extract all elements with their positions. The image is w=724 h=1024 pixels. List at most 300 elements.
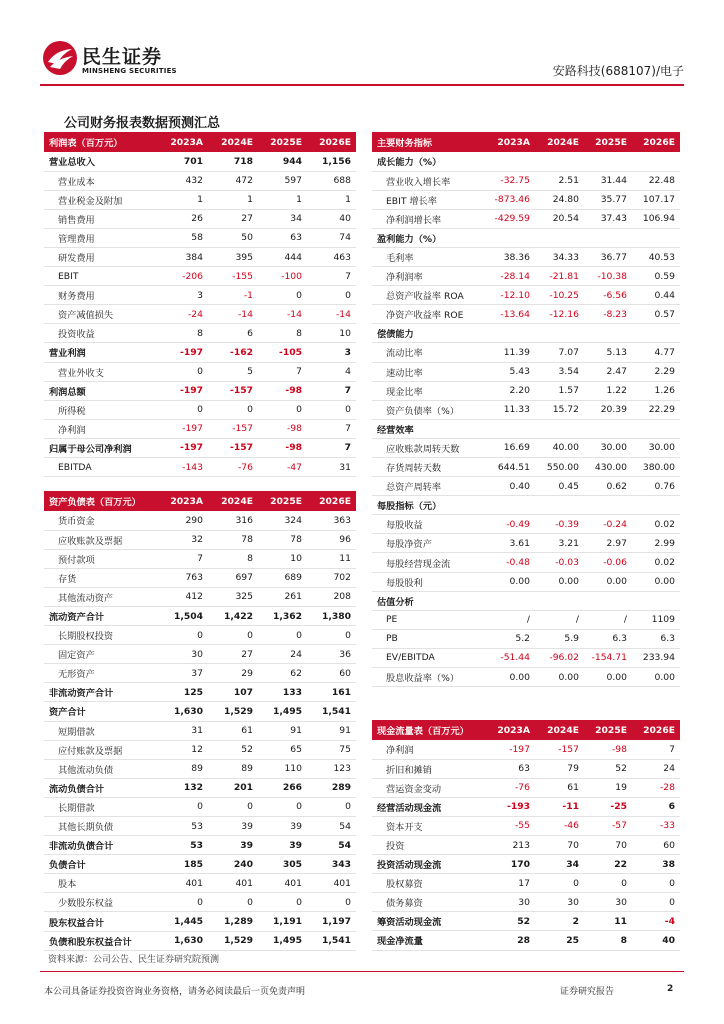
table-cell: 58: [158, 228, 208, 247]
table-cell: /: [484, 610, 535, 629]
row-label: 固定资产: [44, 645, 158, 664]
table-cell: 2.97: [584, 534, 632, 553]
table-cell: 0: [258, 400, 307, 419]
table-cell: 1,422: [208, 606, 258, 625]
table-cell: 401: [208, 874, 258, 893]
table-row: [44, 247, 356, 266]
table-cell: -155: [208, 267, 258, 286]
table-cell: -197: [158, 343, 208, 362]
year-header: 2024E: [208, 132, 258, 152]
table-cell: 3.61: [484, 534, 535, 553]
year-header: 2024E: [208, 491, 258, 511]
table-cell: 32: [158, 530, 208, 549]
table-cell: -197: [158, 438, 208, 457]
table-cell: 28: [484, 931, 535, 950]
table-cell: 19: [584, 778, 632, 797]
table-row: [44, 190, 356, 209]
row-label: 投资收益: [44, 324, 158, 343]
row-label: 每股指标（元）: [372, 496, 484, 515]
row-label: 其他流动资产: [44, 587, 158, 606]
table-cell: 12: [158, 740, 208, 759]
table-cell: 0: [208, 797, 258, 816]
table-cell: 6: [208, 324, 258, 343]
table-cell: 0: [584, 874, 632, 893]
table-cell: 11.33: [484, 400, 535, 419]
table-cell: 34: [258, 209, 307, 228]
table-cell: 343: [307, 855, 356, 874]
table-cell: 550.00: [535, 458, 584, 477]
table-cell: -98: [258, 438, 307, 457]
row-label: 财务费用: [44, 286, 158, 305]
table-cell: 5: [208, 362, 258, 381]
row-label: 非流动负债合计: [44, 836, 158, 855]
section-title: 公司财务报表数据预测汇总: [64, 116, 221, 131]
table-cell: -28: [632, 778, 680, 797]
table-cell: -162: [208, 343, 258, 362]
table-cell: 63: [258, 228, 307, 247]
balance-sheet-table: [44, 491, 356, 951]
row-label: 货币资金: [44, 511, 158, 530]
table-cell: 0.00: [484, 572, 535, 591]
table-cell: 161: [307, 683, 356, 702]
table-cell: 38.36: [484, 247, 535, 266]
table-cell: -10.25: [535, 286, 584, 305]
row-label: 经营活动现金流: [372, 797, 484, 816]
row-label: 营业税金及附加: [44, 190, 158, 209]
table-cell: 0.57: [632, 305, 680, 324]
table-row: [372, 228, 680, 247]
row-label: 负债和股东权益合计: [44, 931, 158, 950]
table-cell: 30: [584, 893, 632, 912]
row-label: PB: [372, 629, 484, 648]
year-header: 2026E: [307, 132, 356, 152]
table-row: [372, 648, 680, 667]
table-cell: -14: [307, 305, 356, 324]
table-cell: 233.94: [632, 648, 680, 667]
table-cell: 697: [208, 568, 258, 587]
table-cell: -0.48: [484, 553, 535, 572]
row-label: EV/EBITDA: [372, 648, 484, 667]
table-cell: 0: [307, 626, 356, 645]
table-cell: -98: [584, 740, 632, 759]
table-cell: 1,529: [208, 702, 258, 721]
row-label: 流动负债合计: [44, 778, 158, 797]
row-label: 净利润: [372, 740, 484, 759]
table-row: [372, 209, 680, 228]
table-cell: [584, 152, 632, 171]
table-cell: 644.51: [484, 458, 535, 477]
table-cell: 39: [208, 817, 258, 836]
table-cell: 2.51: [535, 171, 584, 190]
table-cell: -429.59: [484, 209, 535, 228]
table-cell: 0.00: [584, 668, 632, 687]
table-cell: 37: [158, 664, 208, 683]
table-row: [372, 343, 680, 362]
table-cell: [535, 228, 584, 247]
table-cell: 2.99: [632, 534, 680, 553]
row-label: 长期借款: [44, 797, 158, 816]
table-cell: 4: [307, 362, 356, 381]
row-label: 营业外收支: [44, 362, 158, 381]
table-cell: 401: [158, 874, 208, 893]
table-row: [372, 247, 680, 266]
table-cell: -0.39: [535, 515, 584, 534]
table-cell: 30.00: [584, 438, 632, 457]
table-cell: 36: [307, 645, 356, 664]
table-cell: 6.3: [584, 629, 632, 648]
row-label: 投资: [372, 835, 484, 854]
table-cell: 701: [158, 152, 208, 171]
row-label: 资产减值损失: [44, 305, 158, 324]
table-cell: 37.43: [584, 209, 632, 228]
table-row: [372, 591, 680, 610]
table-cell: 11.39: [484, 343, 535, 362]
row-label: 销售费用: [44, 209, 158, 228]
table-cell: 5.9: [535, 629, 584, 648]
table-cell: 30: [158, 645, 208, 664]
table-cell: [584, 324, 632, 343]
table-cell: 363: [307, 511, 356, 530]
row-label: PE: [372, 610, 484, 629]
table-cell: -0.49: [484, 515, 535, 534]
table-cell: 1,445: [158, 912, 208, 931]
table-cell: 132: [158, 778, 208, 797]
table-cell: 3: [307, 343, 356, 362]
table-cell: -100: [258, 267, 307, 286]
table-cell: 38: [632, 855, 680, 874]
table-row: [44, 836, 356, 855]
table-cell: 6.3: [632, 629, 680, 648]
table-cell: 0.59: [632, 267, 680, 286]
table-row: [372, 267, 680, 286]
table-cell: 261: [258, 587, 307, 606]
row-label: 现金净流量: [372, 931, 484, 950]
table-cell: 0: [258, 286, 307, 305]
table-row: [372, 400, 680, 419]
table-cell: [632, 324, 680, 343]
table-cell: /: [535, 610, 584, 629]
table-cell: 597: [258, 171, 307, 190]
table-cell: 0.44: [632, 286, 680, 305]
table-cell: 185: [158, 855, 208, 874]
brand-name-cn: 民生证券: [82, 46, 163, 68]
row-label: EBIT: [44, 267, 158, 286]
table-cell: -51.44: [484, 648, 535, 667]
table-row: [44, 912, 356, 931]
table-cell: 0: [307, 797, 356, 816]
table-cell: 1,156: [307, 152, 356, 171]
row-label: 速动比率: [372, 362, 484, 381]
table-cell: 65: [258, 740, 307, 759]
table-cell: 125: [158, 683, 208, 702]
row-label: 负债合计: [44, 855, 158, 874]
table-cell: 763: [158, 568, 208, 587]
table-cell: [584, 591, 632, 610]
table-row: [44, 209, 356, 228]
table-cell: -76: [484, 778, 535, 797]
row-label: 股息收益率（%）: [372, 668, 484, 687]
table-cell: 107.17: [632, 190, 680, 209]
table-cell: 24: [258, 645, 307, 664]
table-cell: -0.03: [535, 553, 584, 572]
table-cell: -57: [584, 816, 632, 835]
table-cell: 1,504: [158, 606, 208, 625]
table-cell: -13.64: [484, 305, 535, 324]
table-row: [372, 893, 680, 912]
table-cell: 472: [208, 171, 258, 190]
table-cell: 1,541: [307, 931, 356, 950]
row-label: 投资活动现金流: [372, 855, 484, 874]
table-cell: -1: [208, 286, 258, 305]
table-cell: 463: [307, 247, 356, 266]
cash-flow-table: [372, 720, 680, 951]
table-cell: 133: [258, 683, 307, 702]
table-cell: 36.77: [584, 247, 632, 266]
table-row: [44, 759, 356, 778]
table-cell: 60: [632, 835, 680, 854]
table-cell: 201: [208, 778, 258, 797]
row-label: 估值分析: [372, 591, 484, 610]
table-cell: [584, 496, 632, 515]
year-header: 2025E: [258, 132, 307, 152]
table-cell: 1109: [632, 610, 680, 629]
year-header: 2023A: [484, 720, 535, 740]
table-cell: 0: [158, 626, 208, 645]
table-cell: 305: [258, 855, 307, 874]
table-cell: 7: [258, 362, 307, 381]
table-cell: 96: [307, 530, 356, 549]
row-label: 偿债能力: [372, 324, 484, 343]
table-cell: 1.22: [584, 381, 632, 400]
table-cell: 0: [208, 400, 258, 419]
table-cell: 52: [208, 740, 258, 759]
table-cell: -46: [535, 816, 584, 835]
income-statement-table: [44, 132, 356, 477]
table-cell: [484, 324, 535, 343]
table-row: [372, 759, 680, 778]
table-cell: 316: [208, 511, 258, 530]
table-row: [44, 931, 356, 950]
table-cell: 61: [535, 778, 584, 797]
table-cell: 22.29: [632, 400, 680, 419]
table-cell: 31: [307, 458, 356, 477]
table-cell: 0.62: [584, 477, 632, 496]
table-cell: 2.29: [632, 362, 680, 381]
table-cell: 1,630: [158, 702, 208, 721]
table-cell: -8.23: [584, 305, 632, 324]
header-divider: [40, 84, 684, 86]
row-label: 营业收入增长率: [372, 171, 484, 190]
table-row: [372, 740, 680, 759]
table-cell: 240: [208, 855, 258, 874]
year-header: 2025E: [258, 491, 307, 511]
table-row: [372, 458, 680, 477]
table-cell: 1,380: [307, 606, 356, 625]
minsheng-logo: [40, 38, 230, 80]
row-label: 应收账款及票据: [44, 530, 158, 549]
table-cell: -98: [258, 381, 307, 400]
table-row: [372, 496, 680, 515]
table-row: [44, 228, 356, 247]
table-cell: 1,197: [307, 912, 356, 931]
row-label: 每股经营现金流: [372, 553, 484, 572]
table-row: [44, 530, 356, 549]
row-label: 无形资产: [44, 664, 158, 683]
row-label: 流动资产合计: [44, 606, 158, 625]
table-cell: 432: [158, 171, 208, 190]
table-cell: 60: [307, 664, 356, 683]
table-header-row: [372, 720, 680, 740]
table-cell: 8: [258, 324, 307, 343]
row-label: 总资产收益率 ROA: [372, 286, 484, 305]
table-row: [372, 797, 680, 816]
table-cell: [632, 228, 680, 247]
table-cell: 54: [307, 817, 356, 836]
row-label: 营业总收入: [44, 152, 158, 171]
table-cell: 0.76: [632, 477, 680, 496]
table-row: [44, 152, 356, 171]
table-row: [372, 381, 680, 400]
table-cell: 24: [632, 759, 680, 778]
table-cell: 39: [258, 836, 307, 855]
table-row: [44, 817, 356, 836]
table-cell: 0: [258, 626, 307, 645]
year-header: 2023A: [158, 132, 208, 152]
table-row: [372, 190, 680, 209]
table-row: [44, 797, 356, 816]
table-cell: 3.54: [535, 362, 584, 381]
table-cell: 0.40: [484, 477, 535, 496]
table-row: [372, 152, 680, 171]
row-label: 所得税: [44, 400, 158, 419]
stock-label: 安路科技(688107)/电子: [552, 64, 684, 78]
table-cell: 39: [208, 836, 258, 855]
table-cell: 5.13: [584, 343, 632, 362]
table-row: [372, 778, 680, 797]
ratios-title: 主要财务指标: [372, 132, 484, 152]
row-label: 每股净资产: [372, 534, 484, 553]
table-cell: 702: [307, 568, 356, 587]
row-label: 资本开支: [372, 816, 484, 835]
table-cell: 0.02: [632, 553, 680, 572]
table-cell: [484, 591, 535, 610]
table-row: [372, 324, 680, 343]
table-row: [44, 267, 356, 286]
table-cell: 74: [307, 228, 356, 247]
table-cell: 31: [158, 721, 208, 740]
table-cell: 0.00: [484, 668, 535, 687]
year-header: 2026E: [307, 491, 356, 511]
table-cell: 89: [158, 759, 208, 778]
table-row: [372, 835, 680, 854]
row-label: 净利润: [44, 419, 158, 438]
table-cell: [632, 419, 680, 438]
table-cell: 8: [584, 931, 632, 950]
row-label: 每股股利: [372, 572, 484, 591]
row-label: 每股收益: [372, 515, 484, 534]
table-row: [44, 324, 356, 343]
table-cell: -197: [158, 419, 208, 438]
table-cell: 944: [258, 152, 307, 171]
table-cell: 7: [307, 267, 356, 286]
row-label: 长期股权投资: [44, 626, 158, 645]
table-row: [44, 683, 356, 702]
table-cell: 7.07: [535, 343, 584, 362]
row-label: 毛利率: [372, 247, 484, 266]
table-cell: 26: [158, 209, 208, 228]
table-row: [372, 305, 680, 324]
table-cell: 10: [258, 549, 307, 568]
table-cell: -47: [258, 458, 307, 477]
table-row: [44, 286, 356, 305]
table-cell: 91: [258, 721, 307, 740]
row-label: 净利润率: [372, 267, 484, 286]
table-cell: 0.00: [584, 572, 632, 591]
row-label: 应付账款及票据: [44, 740, 158, 759]
table-row: [44, 606, 356, 625]
table-cell: -12.10: [484, 286, 535, 305]
table-row: [372, 477, 680, 496]
footer-report-type: 证券研究报告: [560, 987, 615, 997]
table-cell: 324: [258, 511, 307, 530]
table-cell: 0: [158, 400, 208, 419]
table-row: [372, 515, 680, 534]
table-cell: 3.21: [535, 534, 584, 553]
year-header: 2023A: [158, 491, 208, 511]
table-cell: 40.53: [632, 247, 680, 266]
table-cell: 3: [158, 286, 208, 305]
table-cell: 0: [632, 893, 680, 912]
table-row: [44, 568, 356, 587]
table-cell: 22.48: [632, 171, 680, 190]
table-row: [44, 549, 356, 568]
table-cell: [535, 591, 584, 610]
table-row: [372, 912, 680, 931]
table-cell: -197: [484, 740, 535, 759]
year-header: 2023A: [484, 132, 535, 152]
table-cell: 20.39: [584, 400, 632, 419]
table-row: [44, 664, 356, 683]
table-cell: -4: [632, 912, 680, 931]
table-cell: 7: [307, 419, 356, 438]
year-header: 2026E: [632, 132, 680, 152]
table-cell: 30: [535, 893, 584, 912]
row-label: 营业利润: [44, 343, 158, 362]
row-label: 现金比率: [372, 381, 484, 400]
table-row: [44, 362, 356, 381]
year-header: 2024E: [535, 132, 584, 152]
table-row: [44, 626, 356, 645]
page-number: 2: [667, 984, 674, 994]
table-cell: 8: [158, 324, 208, 343]
table-cell: 0: [632, 874, 680, 893]
page-header: [40, 38, 684, 84]
table-cell: 0: [258, 893, 307, 912]
row-label: 经营效率: [372, 419, 484, 438]
table-cell: [535, 496, 584, 515]
table-cell: 4.77: [632, 343, 680, 362]
table-cell: 7: [632, 740, 680, 759]
table-cell: 1,191: [258, 912, 307, 931]
table-cell: /: [584, 610, 632, 629]
row-label: 非流动资产合计: [44, 683, 158, 702]
table-cell: 27: [208, 645, 258, 664]
table-cell: -55: [484, 816, 535, 835]
row-label: 研发费用: [44, 247, 158, 266]
table-cell: 6: [632, 797, 680, 816]
table-cell: 52: [484, 912, 535, 931]
table-cell: -197: [158, 381, 208, 400]
